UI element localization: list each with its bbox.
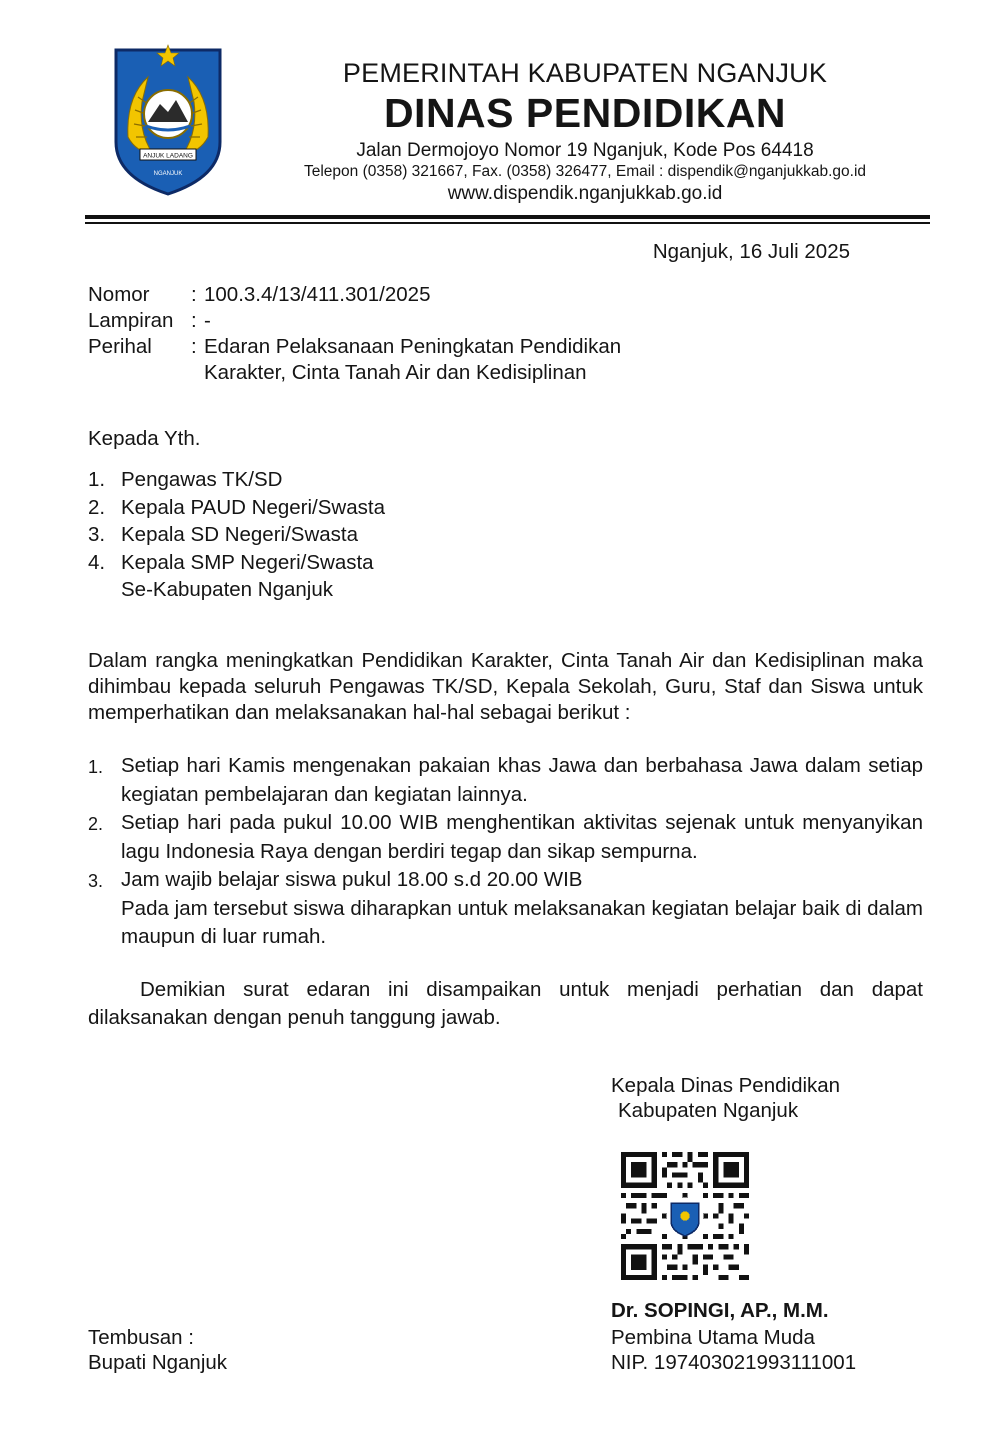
svg-text:ANJUK LADANG: ANJUK LADANG — [143, 152, 193, 160]
e-signature-qr-code — [621, 1152, 749, 1280]
list-number: 3. — [88, 871, 104, 891]
meta-label: Nomor — [88, 283, 150, 306]
list-number: 2. — [88, 495, 106, 519]
svg-text:NGANJUK: NGANJUK — [153, 171, 183, 177]
instruction-line-1: Jam wajib belajar siswa pukul 18.00 s.d 20.00 WIB — [121, 868, 583, 891]
intro-paragraph: Dalam rangka meningkatkan Pendidikan Karakter, Cinta Tanah Air dan Kedisiplinan maka dihimbau kepada seluruh Pengawas TK/SD, Kepala Sekolah, Guru, Staf dan Siswa untuk memperhatikan dan melaksanakan hal-hal sebagai berikut : — [88, 649, 923, 724]
meta-colon: : — [191, 335, 197, 358]
list-number: 3. — [88, 523, 106, 546]
list-item — [88, 809, 923, 866]
recipient-text: Kepala PAUD Negeri/Swasta — [121, 495, 385, 519]
letter-meta — [88, 282, 788, 386]
perihal-line-1: Edaran Pelaksanaan Peningkatan Pendidikan — [204, 335, 622, 358]
letterhead-address: Jalan Dermojoyo Nomor 19 Nganjuk, Kode Pos 64418 — [356, 140, 814, 161]
meta-nomor — [88, 282, 788, 308]
instruction-text — [121, 866, 923, 952]
tembusan-recipient: Bupati Nganjuk — [88, 1351, 228, 1374]
list-number: 2. — [88, 814, 104, 834]
letterhead-agency: DINAS PENDIDIKAN — [383, 90, 787, 136]
letterhead-government: PEMERINTAH KABUPATEN NGANJUK — [342, 58, 828, 88]
signatory-title: Kepala Dinas Pendidikan — [611, 1074, 841, 1097]
list-item — [88, 467, 688, 495]
instruction-list — [88, 752, 923, 952]
tembusan-label: Tembusan : — [88, 1326, 194, 1349]
signatory-region: Kabupaten Nganjuk — [618, 1099, 799, 1122]
letterhead-contact: Telepon (0358) 321667, Fax. (0358) 326477, Email : dispendik@nganjukkab.go.id — [303, 163, 867, 180]
salutation: Kepada Yth. — [88, 427, 201, 450]
instruction-text: Setiap hari pada pukul 10.00 WIB menghentikan aktivitas sejenak untuk menyanyikan lagu Indonesia Raya dengan berdiri tegap dan sikap sempurna. — [121, 811, 923, 863]
meta-label: Lampiran — [88, 309, 174, 332]
list-item — [88, 866, 923, 952]
recipient-text: Pengawas TK/SD — [121, 468, 283, 491]
letterhead-divider-thick — [85, 215, 930, 219]
list-item — [88, 550, 688, 578]
signatory-name: Dr. SOPINGI, AP., M.M. — [611, 1299, 829, 1322]
meta-value — [204, 334, 788, 386]
closing-text: Demikian surat edaran ini disampaikan untuk menjadi perhatian dan dapat dilaksanakan dengan penuh tanggung jawab. — [88, 978, 923, 1029]
meta-lampiran — [88, 308, 788, 334]
letterhead-divider-thin — [85, 222, 930, 224]
list-item — [88, 495, 688, 523]
list-item — [88, 522, 688, 550]
closing-paragraph — [88, 976, 923, 1032]
meta-perihal — [88, 334, 788, 386]
letterhead-website: www.dispendik.nganjukkab.go.id — [447, 183, 723, 204]
recipient-text: Kepala SMP Negeri/Swasta — [121, 550, 374, 574]
recipient-area: Se-Kabupaten Nganjuk — [121, 578, 333, 601]
meta-colon: : — [191, 309, 197, 332]
list-number: 1. — [88, 757, 104, 777]
letter-date: Nganjuk, 16 Juli 2025 — [652, 240, 850, 263]
signatory-nip: NIP. 197403021993111001 — [611, 1351, 857, 1374]
instruction-text: Setiap hari Kamis mengenakan pakaian khas Jawa dan berbahasa Jawa dalam setiap kegiatan pembelajaran dan kegiatan lainnya. — [121, 754, 923, 806]
meta-value: - — [204, 309, 211, 332]
recipient-text: Kepala SD Negeri/Swasta — [121, 523, 359, 546]
meta-label: Perihal — [88, 335, 152, 358]
perihal-line-2: Karakter, Cinta Tanah Air dan Kedisiplinan — [204, 361, 587, 384]
nganjuk-regency-emblem — [108, 42, 228, 197]
meta-value: 100.3.4/13/411.301/2025 — [204, 283, 431, 306]
list-number: 1. — [88, 468, 106, 491]
signatory-rank: Pembina Utama Muda — [611, 1326, 815, 1349]
list-item — [88, 752, 923, 809]
recipient-list — [88, 467, 688, 603]
list-number: 4. — [88, 550, 106, 574]
meta-colon: : — [191, 283, 197, 306]
instruction-line-2: Pada jam tersebut siswa diharapkan untuk melaksanakan kegiatan belajar baik di dalam maupun di luar rumah. — [121, 896, 923, 948]
